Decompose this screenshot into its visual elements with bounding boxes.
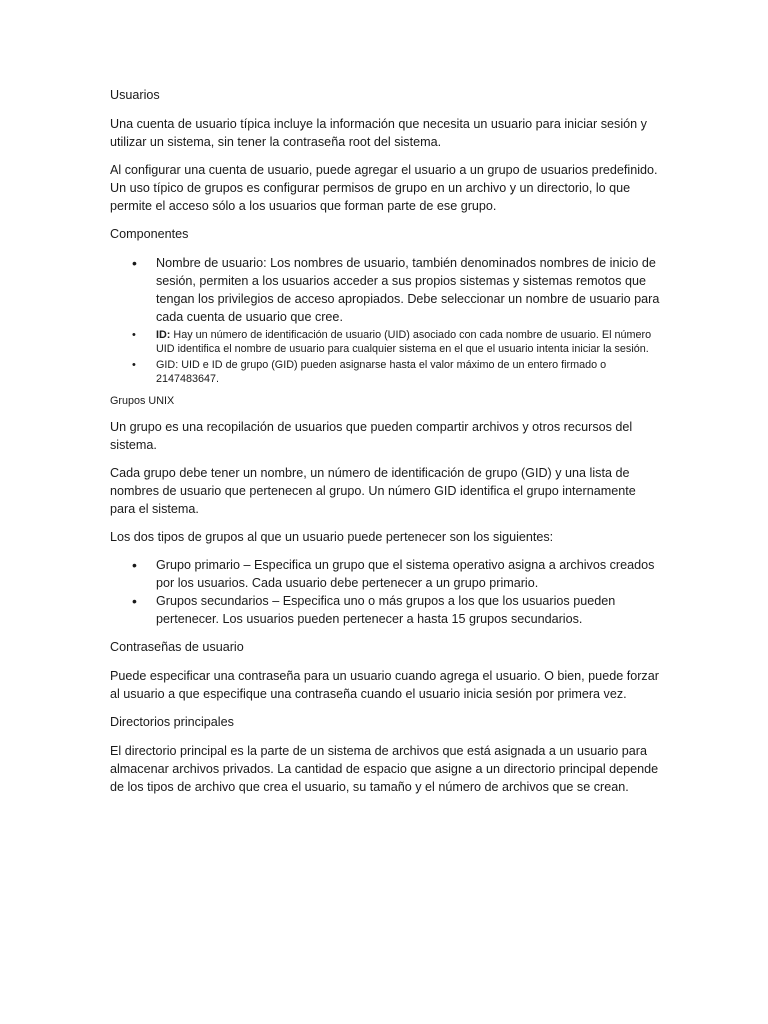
- paragraph-contrasenas-1: Puede especificar una contraseña para un usuario cuando agrega el usuario. O bien, puede forzar al usuario a que especifique una contraseña cuando el usuario inicia sesión por primera vez.: [110, 669, 659, 701]
- bullet-icon: •: [132, 255, 137, 271]
- bullet-icon: •: [132, 593, 137, 609]
- heading-componentes: Componentes: [110, 227, 189, 241]
- heading-usuarios: Usuarios: [110, 88, 160, 102]
- list-item: [110, 592, 662, 628]
- paragraph-grupos-1: Un grupo es una recopilación de usuarios que pueden compartir archivos y otros recursos del sistema.: [110, 420, 633, 452]
- paragraph-grupos-2: Cada grupo debe tener un nombre, un número de identificación de grupo (GID) y una lista de nombres de usuario que pertenecen al grupo. Un número GID identifica el grupo internamente para el sistema.: [110, 466, 636, 516]
- list-item-text: Hay un número de identificación de usuario (UID) asociado con cada nombre de usuario. El número UID identifica el nombre de usuario para cualquier sistema en el que el usuario intenta iniciar la sesión.: [156, 329, 652, 355]
- list-item-text: GID: UID e ID de grupo (GID) pueden asignarse hasta el valor máximo de un entero firmado o 2147483647.: [156, 359, 607, 385]
- heading-contrasenas: Contraseñas de usuario: [110, 640, 244, 654]
- list-item: [110, 328, 662, 356]
- list-item: [110, 254, 662, 326]
- document-body: [110, 86, 662, 806]
- list-item: [110, 556, 662, 592]
- list-item: [110, 358, 662, 386]
- heading-grupos-unix: Grupos UNIX: [110, 395, 175, 407]
- componentes-list: [110, 254, 662, 326]
- heading-directorios: Directorios principales: [110, 715, 234, 729]
- list-item-term: Nombre de usuario:: [156, 256, 267, 270]
- list-item-text: Grupo primario – Especifica un grupo que el sistema operativo asigna a archivos creados por los usuarios. Cada usuario debe pertenecer a un grupo primario.: [156, 558, 655, 590]
- paragraph-grupos-3: Los dos tipos de grupos al que un usuario puede pertenecer son los siguientes:: [110, 530, 554, 544]
- bullet-icon: •: [132, 329, 136, 341]
- grupos-list: [110, 556, 662, 628]
- bullet-icon: •: [132, 557, 137, 573]
- list-item-term: ID:: [156, 329, 171, 341]
- paragraph-usuarios-2: Al configurar una cuenta de usuario, puede agregar el usuario a un grupo de usuarios predefinido. Un uso típico de grupos es configurar permisos de grupo en un archivo y un directorio, lo que permite el acceso sólo a los usuarios que forman parte de ese grupo.: [110, 163, 658, 213]
- list-item-text: Los nombres de usuario, también denominados nombres de inicio de sesión, permiten a los usuarios acceder a sus propios sistemas y sistemas remotos que tengan los privilegios de acceso apropiados. Debe seleccionar un nombre de usuario para cada cuenta de usuario que cree.: [156, 256, 660, 324]
- componentes-list-small: [110, 328, 662, 386]
- paragraph-usuarios-1: Una cuenta de usuario típica incluye la información que necesita un usuario para iniciar sesión y utilizar un sistema, sin tener la contraseña root del sistema.: [110, 117, 647, 149]
- paragraph-directorios-1: El directorio principal es la parte de un sistema de archivos que está asignada a un usuario para almacenar archivos privados. La cantidad de espacio que asigne a un directorio principal depende de los tipos de archivo que crea el usuario, su tamaño y el número de archivos que se crean.: [110, 744, 659, 794]
- list-item-text: Grupos secundarios – Especifica uno o más grupos a los que los usuarios pueden pertenecer. Los usuarios pueden pertenecer a hasta 15 grupos secundarios.: [156, 594, 616, 626]
- bullet-icon: •: [132, 359, 136, 371]
